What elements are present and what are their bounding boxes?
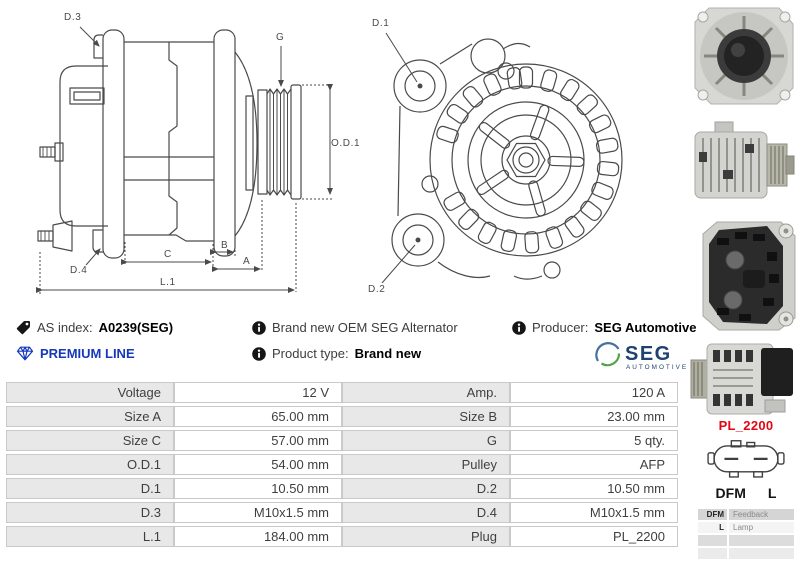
spec-label: D.3	[6, 502, 174, 523]
producer-value: SEG Automotive	[594, 320, 697, 335]
info-icon	[252, 321, 266, 335]
table-row	[6, 406, 678, 427]
legend-desc	[729, 535, 794, 546]
legend-pin	[698, 535, 727, 546]
spec-label: Voltage	[6, 382, 174, 403]
legend-desc	[729, 548, 794, 559]
spec-label: G	[342, 430, 510, 451]
dim-label-d1: D.1	[372, 18, 390, 29]
table-row	[6, 430, 678, 451]
vent-slots	[436, 67, 620, 253]
product-type-label: Product type:	[272, 346, 349, 361]
spec-value: AFP	[510, 454, 678, 475]
spec-value: M10x1.5 mm	[510, 502, 678, 523]
dim-label-c: C	[164, 249, 172, 260]
premium-line-badge: PREMIUM LINE	[40, 346, 135, 361]
oem-note-text: Brand new OEM SEG Alternator	[272, 320, 458, 335]
spec-value: 12 V	[174, 382, 342, 403]
spec-value: 10.50 mm	[510, 478, 678, 499]
plug-name: PL_2200	[718, 418, 774, 433]
spec-label: D.2	[342, 478, 510, 499]
technical-drawing-front-view	[356, 0, 688, 308]
legend-desc: Feedback	[729, 509, 794, 520]
spec-label: Size B	[342, 406, 510, 427]
spec-label: Plug	[342, 526, 510, 547]
spec-value: 57.00 mm	[174, 430, 342, 451]
legend-desc: Lamp	[729, 522, 794, 533]
spec-value: 10.50 mm	[174, 478, 342, 499]
alternator-side-outline	[38, 30, 301, 258]
dim-label-od1: O.D.1	[331, 138, 360, 149]
spec-label: L.1	[6, 526, 174, 547]
spec-label: D.4	[342, 502, 510, 523]
legend-row	[698, 509, 794, 520]
spec-label: Size A	[6, 406, 174, 427]
tag-icon	[16, 320, 31, 335]
alternator-front-outline	[392, 39, 622, 279]
spec-value: 65.00 mm	[174, 406, 342, 427]
seg-automotive-logo	[592, 336, 692, 372]
legend-pin: L	[698, 522, 727, 533]
spec-value: 184.00 mm	[174, 526, 342, 547]
producer-item	[512, 320, 696, 335]
oem-note-item	[252, 320, 458, 335]
product-photo-rear[interactable]	[689, 218, 799, 332]
legend-row-empty	[698, 535, 794, 546]
table-row	[6, 502, 678, 523]
spec-label: Size C	[6, 430, 174, 451]
dim-label-d2: D.2	[368, 284, 386, 295]
dim-label-l1: L.1	[160, 277, 176, 288]
plug-pin-1: DFM	[715, 485, 746, 501]
legend-row-empty	[698, 548, 794, 559]
diamond-icon	[16, 346, 34, 361]
spec-label: O.D.1	[6, 454, 174, 475]
plug-pin-labels	[692, 485, 800, 501]
table-row	[6, 454, 678, 475]
producer-label: Producer:	[532, 320, 589, 335]
info-icon	[252, 347, 266, 361]
seg-logo-subtext: AUTOMOTIVE	[626, 364, 689, 371]
dim-label-b: B	[221, 240, 229, 251]
product-photo-front[interactable]	[689, 2, 799, 110]
spec-label: Pulley	[342, 454, 510, 475]
table-row	[6, 478, 678, 499]
plug-block	[692, 418, 800, 561]
dim-label-d4: D.4	[70, 265, 88, 276]
dim-label-a: A	[243, 256, 251, 267]
plug-legend-table	[698, 509, 794, 559]
as-index-item	[16, 320, 173, 335]
plug-diagram	[696, 433, 796, 483]
product-type-item	[252, 346, 421, 361]
premium-line-item	[16, 346, 135, 361]
spec-label: Amp.	[342, 382, 510, 403]
spec-value: 120 A	[510, 382, 678, 403]
dimension-lines	[40, 27, 334, 294]
as-index-label: AS index:	[37, 320, 93, 335]
product-photo-side[interactable]	[689, 114, 799, 214]
table-row	[6, 526, 678, 547]
product-photo-side-2[interactable]	[689, 336, 799, 422]
technical-drawing-side-view	[0, 0, 360, 308]
spec-label: D.1	[6, 478, 174, 499]
plug-pin-2: L	[767, 485, 777, 501]
legend-row	[698, 522, 794, 533]
spec-value: 23.00 mm	[510, 406, 678, 427]
spec-value: 5 qty.	[510, 430, 678, 451]
spec-table	[6, 379, 678, 550]
spec-value: PL_2200	[510, 526, 678, 547]
product-type-value: Brand new	[354, 346, 422, 361]
front-dim-lines	[382, 33, 423, 283]
product-photo-column	[688, 2, 800, 422]
info-icon	[512, 321, 526, 335]
legend-pin	[698, 548, 727, 559]
table-row	[6, 382, 678, 403]
legend-pin: DFM	[698, 509, 727, 520]
seg-logo-text: SEG	[625, 343, 672, 365]
as-index-value: A0239(SEG)	[98, 320, 174, 335]
spec-value: M10x1.5 mm	[174, 502, 342, 523]
spec-value: 54.00 mm	[174, 454, 342, 475]
dim-label-g: G	[276, 32, 285, 43]
dim-label-d3: D.3	[64, 12, 82, 23]
